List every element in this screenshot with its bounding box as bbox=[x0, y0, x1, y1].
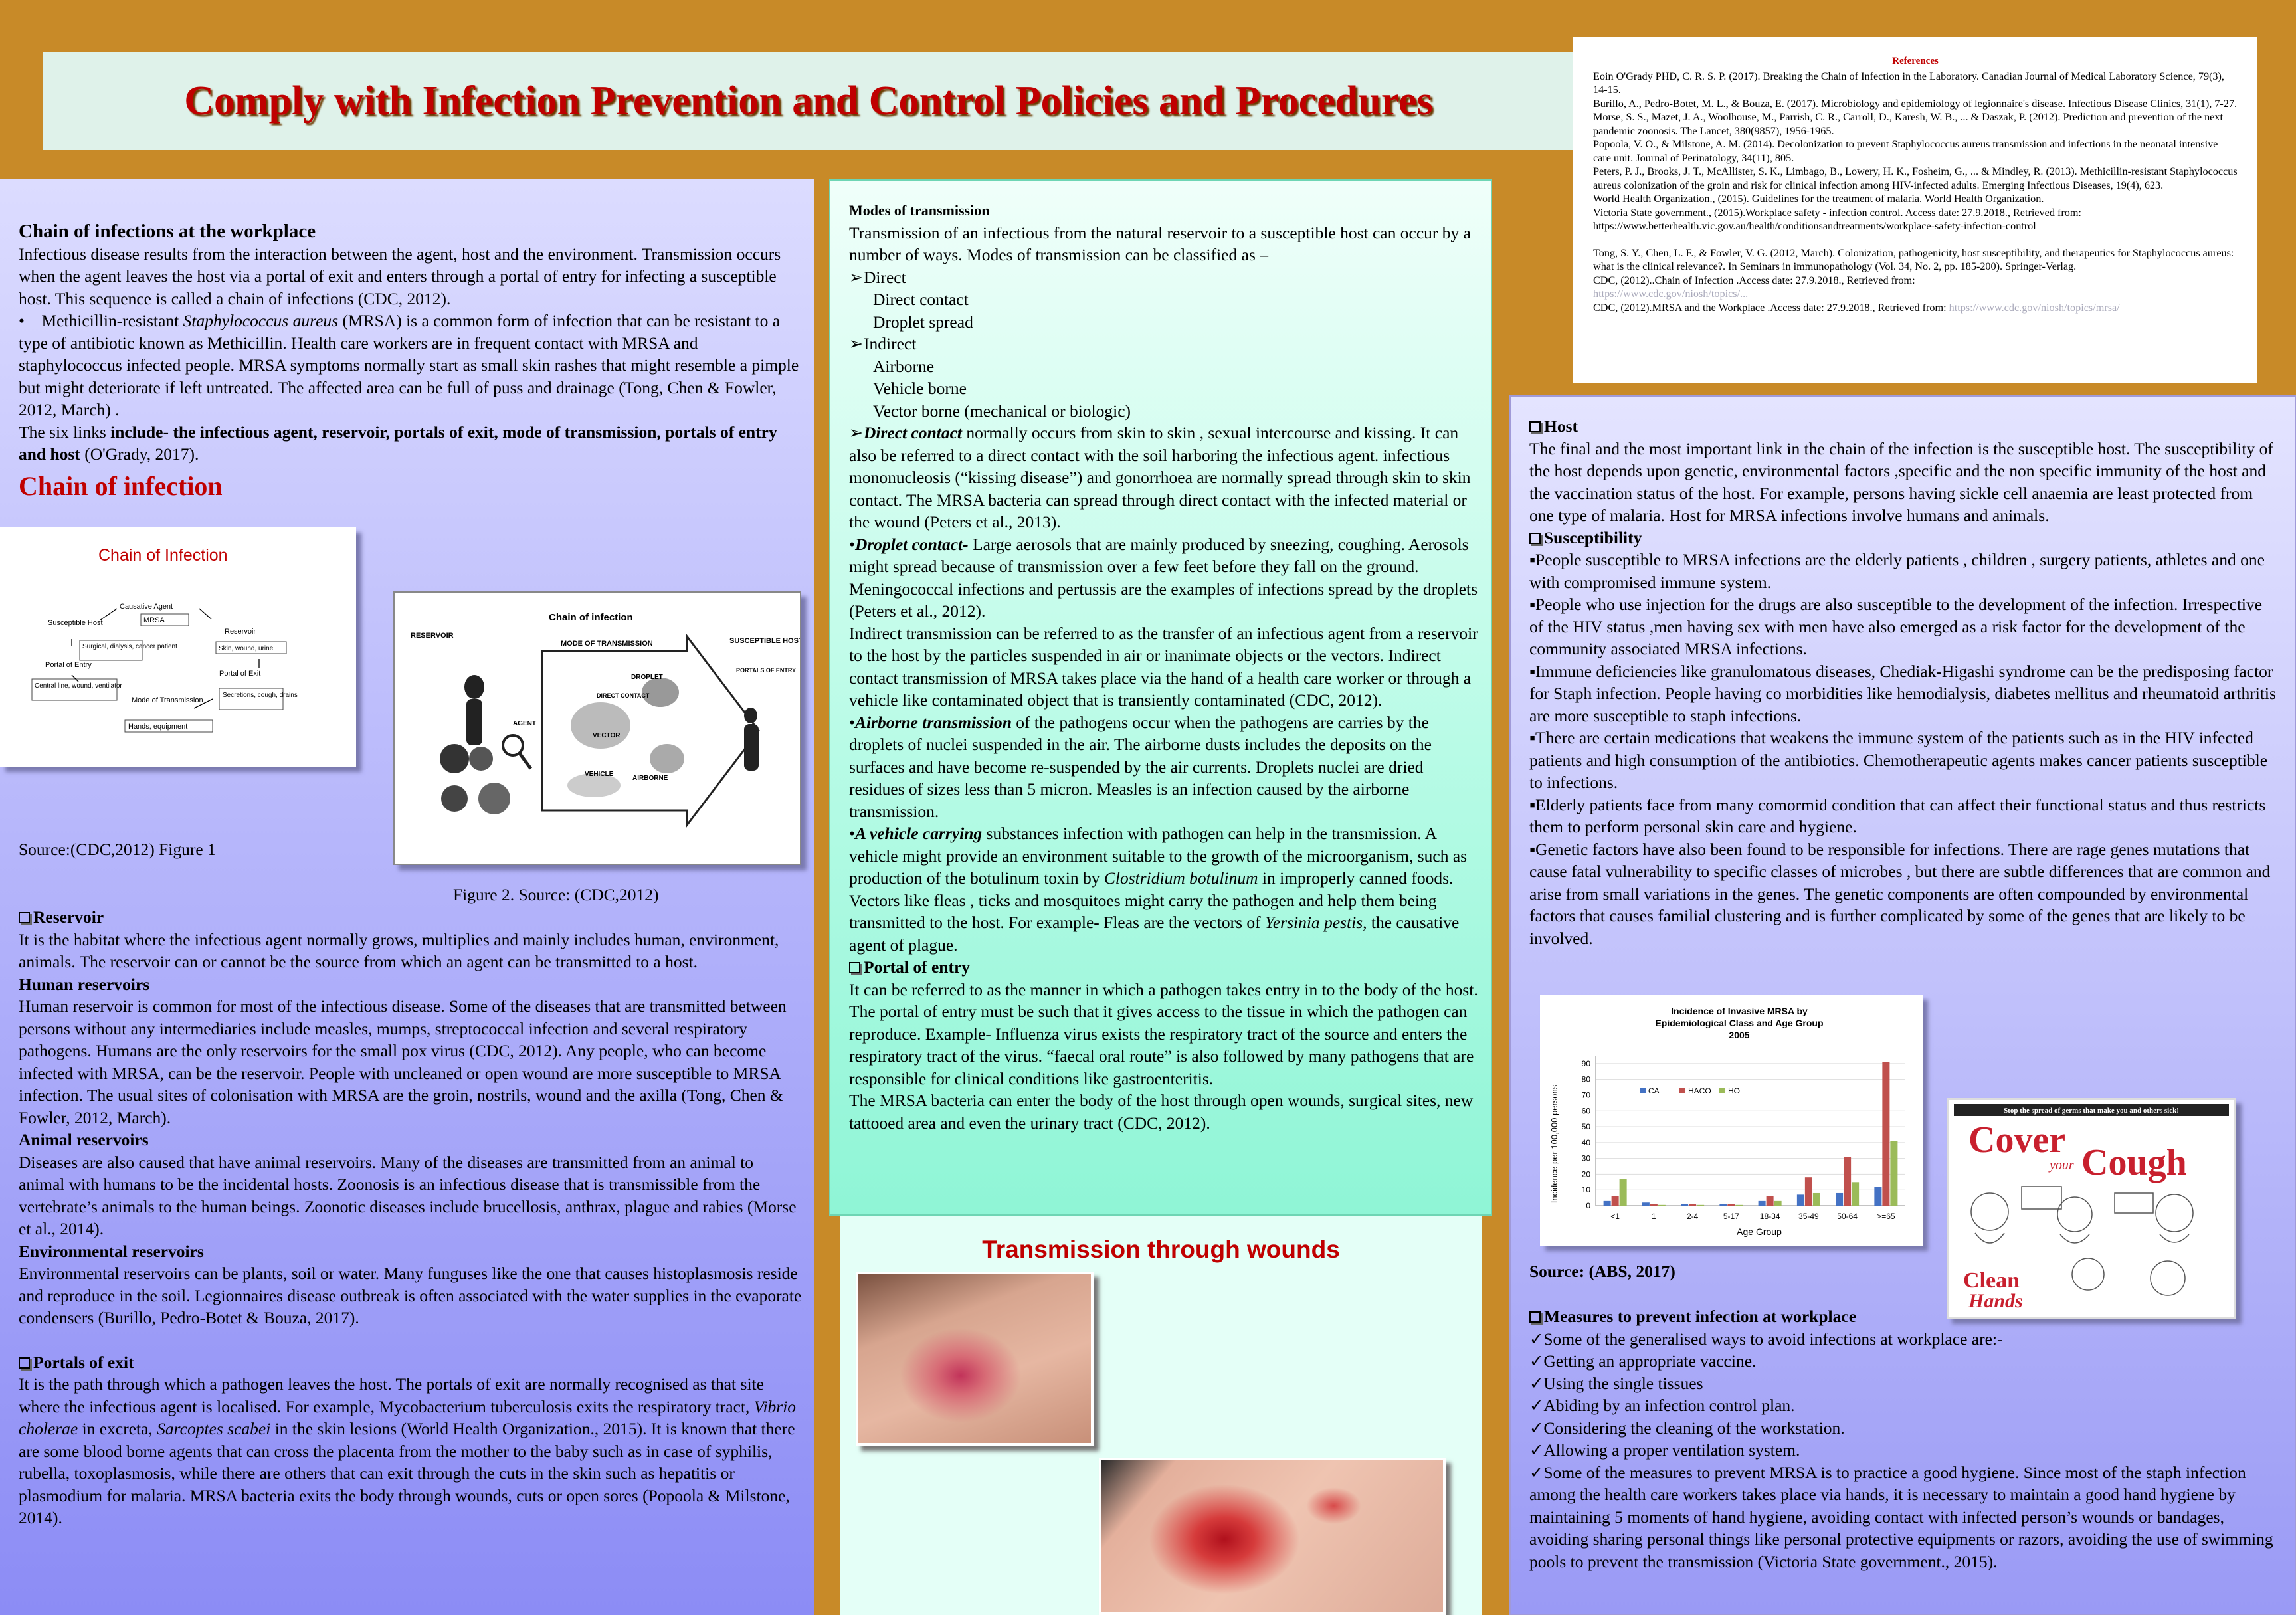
chart-x-tick: 1 bbox=[1652, 1212, 1656, 1221]
reference-link[interactable]: https://www.cdc.gov/niosh/topics/... bbox=[1593, 288, 1749, 300]
reference-item: Popoola, V. O., & Milstone, A. M. (2014). Decolonization to prevent Staphylococcus aureus transmission and infections in the neonatal intensive care unit. Journal of Perinatology, 34(11), 805. bbox=[1593, 138, 2218, 164]
paragraph: Human reservoir is common for most of the infectious disease. Some of the diseases that are transmitted between persons without any intermediaries include measles, mumps, streptococcal infection and several respiratory pathogens. Humans are the only reservoirs for the small pox virus (CDC, 2012). Any people, who can become infected with MRSA, can be the reservoir. People with uncleaned or open wound are more susceptible to MRSA infection. The usual sites of colonisation with MRSA are the groin, nostrils, wound and the axilla (Tong, Chen & Fowler, 2012, March). bbox=[19, 997, 787, 1127]
poster-cough-word: Cough bbox=[2081, 1142, 2187, 1183]
square-bullet-icon bbox=[1529, 1311, 1541, 1323]
svg-text:RESERVOIR: RESERVOIR bbox=[411, 632, 454, 640]
section-heading: Host bbox=[1529, 415, 2280, 438]
paragraph: It can be referred to as the manner in which a pathogen takes entry in to the body of the host. The portal of entry must be such that it gives access to the tissue in which the pathogen can reproduce. Example- Influenza virus exists the respiratory tract of the source and enters the respiratory tract of the virus. “faecal oral route” is also followed by many pathogens that are responsible for clinical conditions like gastroenteritis. bbox=[849, 979, 1478, 1088]
chart-bar-haco bbox=[1767, 1196, 1774, 1206]
paragraph: The MRSA bacteria can enter the body of the host through open wounds, surgical sites, new tattooed area and even the urinary tract (CDC, 2012). bbox=[849, 1091, 1474, 1133]
svg-text:PORTALS OF ENTRY: PORTALS OF ENTRY bbox=[736, 667, 796, 674]
section-heading: Measures to prevent infection at workplace bbox=[1529, 1305, 2280, 1328]
subheading: Animal reservoirs bbox=[19, 1130, 149, 1149]
chart-bar-ho bbox=[1890, 1141, 1897, 1206]
figure-1-source: Source:(CDC,2012) Figure 1 bbox=[19, 840, 216, 859]
paragraph: Vectors like fleas , ticks and mosquitoes might carry the pathogen and help them being transmitted to the host. For example- Fleas are the vectors of Yersinia pestis, the causative agent of plague. bbox=[849, 890, 1460, 955]
reference-item: Burillo, A., Pedro-Botet, M. L., & Bouza, E. (2017). Microbiology and epidemiology of legionnaire's disease. Infectious Disease Clinics, 31(1), 7-27. bbox=[1593, 97, 2238, 110]
chart-bar-ho bbox=[1735, 1205, 1743, 1206]
chart-source: Source: (ABS, 2017) bbox=[1529, 1262, 1675, 1281]
chart-legend-label: HO bbox=[1728, 1086, 1740, 1095]
chart-bar-ca bbox=[1642, 1202, 1650, 1206]
svg-text:MRSA: MRSA bbox=[144, 617, 165, 624]
svg-text:DROPLET: DROPLET bbox=[631, 674, 663, 681]
square-bullet-icon bbox=[19, 912, 30, 923]
svg-text:Mode of Transmission: Mode of Transmission bbox=[132, 696, 203, 704]
square-bullet-icon bbox=[1529, 421, 1541, 432]
chart-bar-ca bbox=[1759, 1201, 1766, 1206]
chart-legend-label: HACO bbox=[1688, 1086, 1711, 1095]
check-icon: ✓ bbox=[1529, 1351, 1544, 1371]
svg-text:Central line, wound, ventilato: Central line, wound, ventilator bbox=[35, 682, 122, 690]
list-item: ▪People who use injection for the drugs are also susceptible to the development of the infection. Irrespective of the HIV status ,men having sex with men have also emerged as a risk factor for the development of the community associated MRSA infections. bbox=[1529, 595, 2263, 658]
svg-text:Chain of infection: Chain of infection bbox=[549, 612, 633, 623]
column-right bbox=[1509, 395, 2296, 1615]
svg-text:Portal of Exit: Portal of Exit bbox=[219, 670, 261, 678]
section-heading: Portal of entry bbox=[849, 956, 1480, 979]
reference-item: CDC, (2012).MRSA and the Workplace .Access date: 27.9.2018., Retrieved from: bbox=[1593, 301, 1947, 314]
chart-bar-haco bbox=[1844, 1157, 1851, 1206]
chart-y-tick: 50 bbox=[1581, 1122, 1590, 1132]
check-icon: ✓ bbox=[1529, 1462, 1544, 1482]
chart-bar-ca bbox=[1681, 1204, 1688, 1206]
column-middle bbox=[829, 179, 1492, 1216]
poster-banner: Stop the spread of germs that make you and others sick! bbox=[2004, 1107, 2179, 1115]
chart-bar-haco bbox=[1650, 1204, 1658, 1206]
list-item: ✓Using the single tissues bbox=[1529, 1373, 1703, 1393]
chart-legend-swatch bbox=[1640, 1088, 1646, 1093]
chart-y-tick: 80 bbox=[1581, 1074, 1590, 1084]
list-item: ➢Indirect bbox=[849, 333, 1480, 355]
svg-text:Reservoir: Reservoir bbox=[225, 628, 256, 636]
paragraph: •Droplet contact- Large aerosols that are mainly produced by sneezing, coughing. Aerosols might spread because of transmission over a few feet before they fall on the ground. Meningococcal infections and pertussis are the examples of infections spread by the droplets (Peters et al., 2012). bbox=[849, 534, 1478, 620]
chart-bar-ho bbox=[1620, 1179, 1627, 1206]
check-icon: ✓ bbox=[1529, 1418, 1544, 1438]
chart-y-tick: 40 bbox=[1581, 1137, 1590, 1147]
svg-text:Surgical, dialysis, cancer pat: Surgical, dialysis, cancer patient bbox=[82, 643, 177, 650]
reference-link[interactable]: https://www.cdc.gov/niosh/topics/mrsa/ bbox=[1949, 301, 2120, 314]
chart-bar-ho bbox=[1813, 1193, 1820, 1206]
chart-x-tick: 5-17 bbox=[1723, 1212, 1739, 1221]
paragraph: • Methicillin-resistant Staphylococcus aureus (MRSA) is a common form of infection that can be resistant to a type of antibiotic known as Methicillin. Health care workers are in frequent contact with MRSA and staphylococcus infected people. MRSA symptoms normally start as small skin rashes that might resemble a pimple but might deteriorate if left untreated. The affected area can be full of puss and drainage (Tong, Chen & Fowler, 2012, March) . bbox=[19, 311, 799, 419]
svg-text:MODE OF TRANSMISSION: MODE OF TRANSMISSION bbox=[561, 640, 653, 648]
square-bullet-icon bbox=[849, 962, 860, 973]
section-heading: Susceptibility bbox=[1529, 527, 2280, 549]
svg-text:Skin, wound, urine: Skin, wound, urine bbox=[219, 645, 274, 652]
svg-text:VEHICLE: VEHICLE bbox=[585, 771, 614, 778]
chart-y-tick: 10 bbox=[1581, 1185, 1590, 1195]
section-heading: Portals of exit bbox=[19, 1351, 803, 1374]
list-item: ✓Considering the cleaning of the workstation. bbox=[1529, 1418, 1845, 1438]
paragraph: Diseases are also caused that have animal reservoirs. Many of the diseases are transmitted from an animal to animal with humans to be the incidental hosts. Zoonosis is an infectious disease that is transmissible from the vertebrate’s animals to the human beings. Zoonotic diseases include brucellosis, anthrax, plague and rabies (Morse et al., 2014). bbox=[19, 1152, 797, 1238]
paragraph: Indirect transmission can be referred to as the transfer of an infectious agent from a reservoir to the host by the particles suspended in air or inanimate objects or the vectors. Indirect contact transmission of MRSA takes place via the hand of a health care worker or through a vehicle like contaminated object that is transiently contaminated (CDC, 2012). bbox=[849, 623, 1478, 710]
check-icon: ✓ bbox=[1529, 1440, 1544, 1460]
subheading: Human reservoirs bbox=[19, 974, 150, 994]
chart-bar-ho bbox=[1658, 1205, 1666, 1206]
list-item: Direct contact bbox=[873, 290, 969, 309]
reference-item: Peters, P. J., Brooks, J. T., McAllister, S. K., Limbago, B., Lowery, H. K., Fosheim, G., ... & Mindley, R. (2013). Methicillin-resistant Staphylococcus aureus colonization of the groin and risk for clinical infection among HIV-infected adults. Emerging Infectious Diseases, 19(4), 623. bbox=[1593, 165, 2238, 191]
list-item: ✓Abiding by an infection control plan. bbox=[1529, 1396, 1795, 1415]
chart-x-tick: >=65 bbox=[1877, 1212, 1895, 1221]
chart-legend-swatch bbox=[1679, 1088, 1685, 1093]
chart-y-label: Incidence per 100,000 persons bbox=[1549, 1084, 1559, 1204]
chart-y-tick: 0 bbox=[1586, 1201, 1590, 1210]
list-item: ✓Getting an appropriate vaccine. bbox=[1529, 1351, 1757, 1371]
chain-of-infection-figure-2 bbox=[393, 591, 801, 865]
square-bullet-icon bbox=[1529, 533, 1541, 544]
section-heading: Transmission through wounds bbox=[982, 1236, 1340, 1263]
paragraph: •Airborne transmission of the pathogens occur when the pathogens are carries by the droplets of nuclei suspended in the air. The airborne dusts includes the deposits on the surfaces and have become re-suspended by the air currents. Droplets nuclei are dried residues of sizes less than 5 micron. Measles is an infection caused by the airborne transmission. bbox=[849, 712, 1432, 821]
paragraph: •A vehicle carrying substances infection with pathogen can help in the transmission. A vehicle might provide an environment suitable to the growth of the microorganism, such as production of the botulinum toxin by Clostridium botulinum in improperly canned foods. bbox=[849, 824, 1468, 888]
poster-your-word: your bbox=[2050, 1158, 2074, 1173]
list-item: ▪People susceptible to MRSA infections are the elderly patients , children , surgery patients, athletes and one with compromised immune system. bbox=[1529, 550, 2265, 592]
svg-text:Portal of Entry: Portal of Entry bbox=[45, 661, 92, 669]
section-heading: Chain of infection bbox=[19, 470, 223, 501]
poster-title: Comply with Infection Prevention and Control Policies and Procedures bbox=[184, 78, 1433, 124]
check-icon: ✓ bbox=[1529, 1373, 1544, 1393]
chart-legend-swatch bbox=[1719, 1088, 1725, 1093]
chart-x-tick: 18-34 bbox=[1759, 1212, 1780, 1221]
svg-text:Secretions, cough, drains: Secretions, cough, drains bbox=[223, 692, 298, 699]
list-item: Droplet spread bbox=[873, 312, 973, 332]
reference-item: CDC, (2012)..Chain of Infection .Access date: 27.9.2018., Retrieved from: bbox=[1593, 274, 1915, 286]
chart-y-tick: 70 bbox=[1581, 1090, 1590, 1100]
arrow-bullet-icon: ➢ bbox=[849, 334, 864, 353]
paragraph: Infectious disease results from the interaction between the agent, host and the environment. Transmission occurs when the agent leaves the host via a portal of exit and enters through a portal of entry for infecting a susceptible host. This sequence is called a chain of infections (CDC, 2012). bbox=[19, 244, 781, 308]
column-left bbox=[0, 179, 814, 1615]
chart-bar-haco bbox=[1689, 1204, 1696, 1206]
paragraph: The six links include- the infectious agent, reservoir, portals of exit, mode of transmission, portals of entry and host (O'Grady, 2017). bbox=[19, 422, 777, 464]
check-icon: ✓ bbox=[1529, 1396, 1544, 1415]
figure-2-caption: Figure 2. Source: (CDC,2012) bbox=[453, 885, 659, 904]
check-icon: ✓ bbox=[1529, 1329, 1544, 1349]
svg-text:AGENT: AGENT bbox=[513, 720, 536, 727]
poster-clean-word: Clean bbox=[1963, 1268, 2020, 1293]
paragraph: Environmental reservoirs can be plants, soil or water. Many funguses like the one that causes histoplasmosis reside and reproduce in the soil. Legionnaires disease outbreak is often associated with the water supplies in the evaporate condensers (Burillo, Pedro-Botet & Bouza, 2017). bbox=[19, 1264, 802, 1327]
references-box bbox=[1573, 37, 2257, 383]
chart-legend-label: CA bbox=[1648, 1086, 1660, 1095]
chart-bar-ho bbox=[1774, 1201, 1782, 1206]
chart-y-tick: 60 bbox=[1581, 1106, 1590, 1116]
chart-y-tick: 90 bbox=[1581, 1058, 1590, 1068]
chart-bar-ca bbox=[1719, 1204, 1727, 1206]
poster-cover-word: Cover bbox=[1968, 1119, 2066, 1161]
title-banner bbox=[43, 52, 1575, 150]
list-item: ✓Allowing a proper ventilation system. bbox=[1529, 1440, 1800, 1460]
svg-text:Hands, equipment: Hands, equipment bbox=[128, 723, 188, 731]
chart-y-tick: 30 bbox=[1581, 1153, 1590, 1163]
svg-text:DIRECT CONTACT: DIRECT CONTACT bbox=[597, 692, 650, 699]
arrow-bullet-icon: ➢ bbox=[849, 423, 864, 442]
svg-text:Susceptible Host: Susceptible Host bbox=[48, 619, 103, 627]
svg-text:AIRBORNE: AIRBORNE bbox=[632, 775, 668, 782]
chart-bar-haco bbox=[1805, 1177, 1812, 1206]
paragraph: It is the path through which a pathogen leaves the host. The portals of exit are normally recognised as that site where the infectious agent is localised. For example, Mycobacterium tuberculosis exits the respiratory tract, Vibrio cholerae in excreta, Sarcoptes scabei in the skin lesions (World Health Organization., 2015). It is known that there are some blood borne agents that can cross the placenta from the mother to the baby such as in case of syphilis, rubella, toxoplasmosis, while there are others that can exit through the cuts in the skin such as hepatitis or plasmodium for malaria. MRSA bacteria exits the body through wounds, cuts or open sores (Popoola & Milstone, 2014). bbox=[19, 1375, 797, 1527]
chart-bar-ca bbox=[1604, 1201, 1611, 1206]
list-item: ▪There are certain medications that weakens the immune system of the patients such as in the HIV infected patients and high consumption of the antibiotics. Chemotherapeutic agents makes cancer patients susceptible to infections. bbox=[1529, 728, 2268, 792]
wounds-panel bbox=[840, 1216, 1482, 1615]
wound-photo-arm bbox=[856, 1272, 1094, 1446]
cover-your-cough-poster bbox=[1947, 1098, 2236, 1319]
chart-bar-ho bbox=[1697, 1205, 1704, 1206]
paragraph: Transmission of an infectious from the natural reservoir to a susceptible host can occur by a number of ways. Modes of transmission can be classified as – bbox=[849, 223, 1471, 264]
chart-x-tick: <1 bbox=[1610, 1212, 1620, 1221]
chart-x-tick: 35-49 bbox=[1798, 1212, 1819, 1221]
chart-bar-ca bbox=[1874, 1187, 1881, 1206]
chart-bar-ca bbox=[1797, 1194, 1804, 1206]
chart-title: Incidence of Invasive MRSA by bbox=[1671, 1006, 1808, 1016]
list-item: Vector borne (mechanical or biologic) bbox=[873, 401, 1131, 421]
paragraph: It is the habitat where the infectious agent normally grows, multiplies and mainly includes human, environment, animals. The reservoir can or cannot be the source from which an agent can be transmitted to a host. bbox=[19, 929, 779, 971]
list-item: Vehicle borne bbox=[873, 379, 967, 398]
wound-photo-skin bbox=[1099, 1458, 1446, 1615]
chain-of-infection-figure-1 bbox=[0, 527, 356, 767]
list-item: ▪Immune deficiencies like granulomatous diseases, Chediak-Higashi syndrome can be the predisposing factor for Staph infection. People having co morbidities like hemodialysis, diabetes mellitus and rheumatoid arthritis are more susceptible to staph infections. bbox=[1529, 661, 2276, 725]
section-heading: Chain of infections at the workplace bbox=[19, 221, 316, 242]
poster-hands-word: Hands bbox=[1968, 1290, 2023, 1312]
reference-item: Tong, S. Y., Chen, L. F., & Fowler, V. G. (2012, March). Colonization, pathogenicity, host susceptibility, and therapeutics for Staphylococcus aureus: what is the clinical relevance?. In Seminars in immunopathology (Vol. 34, No. 2, pp. 185-200). Springer-Verlag. bbox=[1593, 246, 2234, 272]
list-item: Airborne bbox=[873, 356, 935, 376]
chart-title: Epidemiological Class and Age Group bbox=[1655, 1018, 1824, 1028]
square-bullet-icon bbox=[19, 1357, 30, 1369]
section-heading: Modes of transmission bbox=[849, 202, 990, 219]
references-heading: References bbox=[1892, 56, 1939, 66]
chart-bar-haco bbox=[1727, 1204, 1735, 1206]
arrow-bullet-icon: ➢ bbox=[849, 267, 864, 287]
paragraph: ➢Direct contact normally occurs from skin to skin , sexual intercourse and kissing. It can also be referred to a direct contact with the soil harboring the infectious agent. infectious mononucleosis (“kissing disease”) and gonorrhoea are normally spread through skin to skin contact. The MRSA bacteria can spread through direct contact with the infected material or the wound (Peters et al., 2013). bbox=[849, 423, 1471, 531]
figure-title: Chain of Infection bbox=[98, 546, 228, 565]
list-item: ➢Direct bbox=[849, 266, 1480, 289]
chart-x-label: Age Group bbox=[1737, 1226, 1782, 1237]
list-item: ▪Genetic factors have also been found to be responsible for infections. There are rage genes mutations that cause fatal vulnerability to specific classes of microbes , but there are subtle differences that are common and arise from small variations in the genes. The genetic components are often compounded by environmental factors that causes familial clustering and is further complicated by some of the genes that are likely to be involved. bbox=[1529, 839, 2271, 948]
svg-text:Causative Agent: Causative Agent bbox=[120, 603, 173, 611]
chart-x-tick: 2-4 bbox=[1686, 1212, 1699, 1221]
chart-title: 2005 bbox=[1729, 1030, 1750, 1040]
reference-item: World Health Organization., (2015). Guidelines for the treatment of malaria. World Health Organization. bbox=[1593, 193, 2044, 205]
chart-y-tick: 20 bbox=[1581, 1169, 1590, 1179]
list-item: ▪Elderly patients face from many comormid condition that can affect their functional status and thus restricts them to perform personal skin care and hygiene. bbox=[1529, 795, 2266, 836]
mrsa-incidence-chart bbox=[1540, 995, 1923, 1246]
chart-bar-ca bbox=[1836, 1193, 1843, 1206]
reference-item: Morse, S. S., Mazet, J. A., Woolhouse, M., Parrish, C. R., Carroll, D., Karesh, W. B., ... & Daszak, P. (2012). Prediction and prevention of the next pandemic zoonosis. The Lancet, 380(9857), 1956-1965. bbox=[1593, 111, 2223, 137]
svg-text:VECTOR: VECTOR bbox=[593, 732, 621, 739]
subheading: Environmental reservoirs bbox=[19, 1241, 204, 1261]
list-item: ✓Some of the generalised ways to avoid infections at workplace are:- bbox=[1529, 1329, 2003, 1349]
chart-bar-haco bbox=[1612, 1196, 1619, 1206]
chart-bar-haco bbox=[1882, 1062, 1889, 1206]
reference-item: Eoin O'Grady PHD, C. R. S. P. (2017). Breaking the Chain of Infection in the Laboratory. Canadian Journal of Medical Laboratory Science, 79(3), 14-15. bbox=[1593, 70, 2224, 96]
svg-text:SUSCEPTIBLE HOST: SUSCEPTIBLE HOST bbox=[729, 637, 800, 645]
reference-item: Victoria State government., (2015).Workplace safety - infection control. Access date: 27.9.2018., Retrieved from: https://www.betterhealth.vic.gov.au/health/conditionsandtreatments/workplace-safety-infection-control bbox=[1593, 206, 2081, 232]
paragraph: The final and the most important link in the chain of the infection is the susceptible host. The susceptibility of the host depends upon genetic, environmental factors ,specific and the non specific immunity of the host and the vaccination status of the host. For example, persons having sickle cell anaemia are least protected from one type of malaria. Host for MRSA infections involve humans and animals. bbox=[1529, 438, 2273, 525]
chart-x-tick: 50-64 bbox=[1837, 1212, 1858, 1221]
list-item: ✓Some of the measures to prevent MRSA is to practice a good hygiene. Since most of the staph infection among the health care workers takes place via hands, it is necessary to maintain a good hand hygiene by maintaining 5 moments of hand hygiene, avoiding contact with infected person’s wounds or bandages, avoiding sharing personal things like personal protective equipments or razors, avoiding the use of swimming pools to prevent the transmission (Victoria State government., 2015). bbox=[1529, 1462, 2273, 1571]
chart-bar-ho bbox=[1852, 1182, 1859, 1206]
section-heading: Reservoir bbox=[19, 906, 803, 929]
